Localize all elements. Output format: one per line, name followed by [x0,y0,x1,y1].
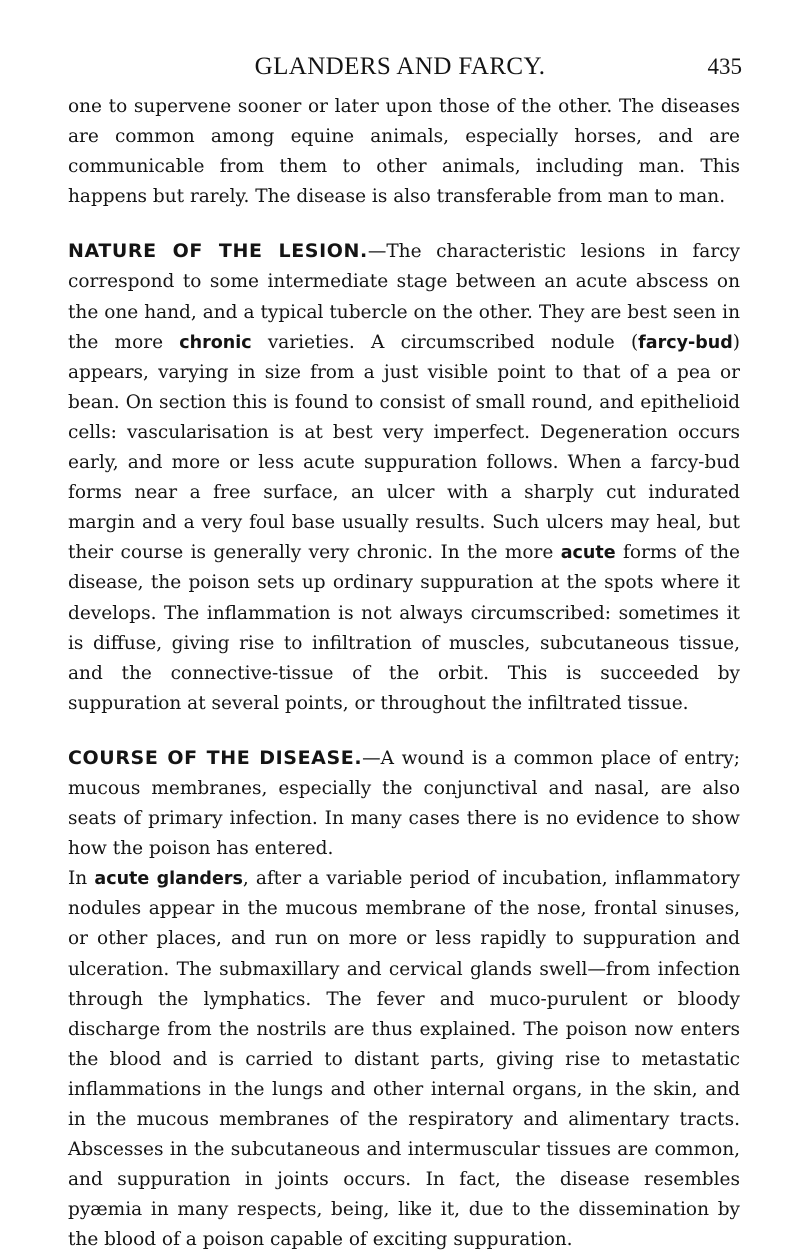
paragraph-text: one to supervene sooner or later upon those of the other. The diseases are common among equine animals, especially horses, and are communicable from them to other animals, including man. This happens but rarely. The disease is also transferable from man to man. [68,96,740,208]
paragraph-text: —The characteristic lesions in farcy correspond to some intermediate stage between an acute abscess on the one hand, and a typical tubercle on the other. They are best seen in the more [68,241,740,353]
header-title: GLANDERS AND FARCY. [254,53,546,80]
paragraph-text: varieties. A circumscribed nodule ( [251,331,639,353]
term-chronic: chronic [179,332,252,353]
paragraph-text: , after a variable period of incubation, inflammatory nodules appear in the mucous membrane of the nose, frontal sinuses, or other places, and run on more or less rapidly to suppuration and ulceration. The submaxillary and cervical glands swell—from infection through the lymphatics. The fever and muco-purulent or bloody discharge from the nostrils are thus explained. The poison now enters the blood and is carried to distant parts, giving rise to metastatic inflammations in the lungs and other internal organs, in the skin, and in the mucous membranes of the respiratory and alimentary tracts. Abscesses in the subcutaneous and intermuscular tissues are common, and suppuration in joints occurs. In fact, the disease resembles pyæmia in many respects, being, like it, due to the dissemination by the blood of a poison capable of exciting suppuration. [68,868,740,1251]
paragraph-nature-of-lesion [68,236,740,719]
paragraph-course-of-disease [68,743,740,864]
paragraph-text: forms of the disease, the poison sets up ordinary suppuration at the spots where it develops. The inflammation is not always circumscribed: sometimes it is diffuse, giving rise to infiltration of muscles, subcutaneous tissue, and the connective-tissue of the orbit. This is succeeded by suppuration at several points, or throughout the infiltrated tissue. [68,542,740,714]
term-acute: acute [560,543,616,564]
section-heading-nature-of-lesion: NATURE OF THE LESION. [68,240,368,263]
page-number: 435 [707,54,742,79]
paragraph-text: In [68,868,95,890]
paragraph-acute-glanders [68,864,740,1255]
body-text [68,92,740,1255]
term-acute-glanders: acute glanders [94,869,243,890]
term-farcy-bud: farcy-bud [638,332,733,353]
paragraph-text: —A wound is a common place of entry; mucous membranes, especially the conjunctival and nasal, are also seats of primary infection. In many cases there is no evidence to show how the poison has entered. [68,747,740,860]
running-header [60,50,740,84]
section-heading-course-of-disease: COURSE OF THE DISEASE. [68,746,363,769]
paragraph-text: ) appears, varying in size from a just visible point to that of a pea or bean. On section this is found to consist of small round, and epithelioid cells: vascularisation is at best very imperfect. Degeneration occurs early, and more or less acute suppuration follows. When a farcy-bud forms near a free surface, an ulcer with a sharply cut indurated margin and a very foul base usually results. Such ulcers may heal, but their course is generally very chronic. In the more [68,331,740,564]
paragraph-continuation [68,92,740,212]
